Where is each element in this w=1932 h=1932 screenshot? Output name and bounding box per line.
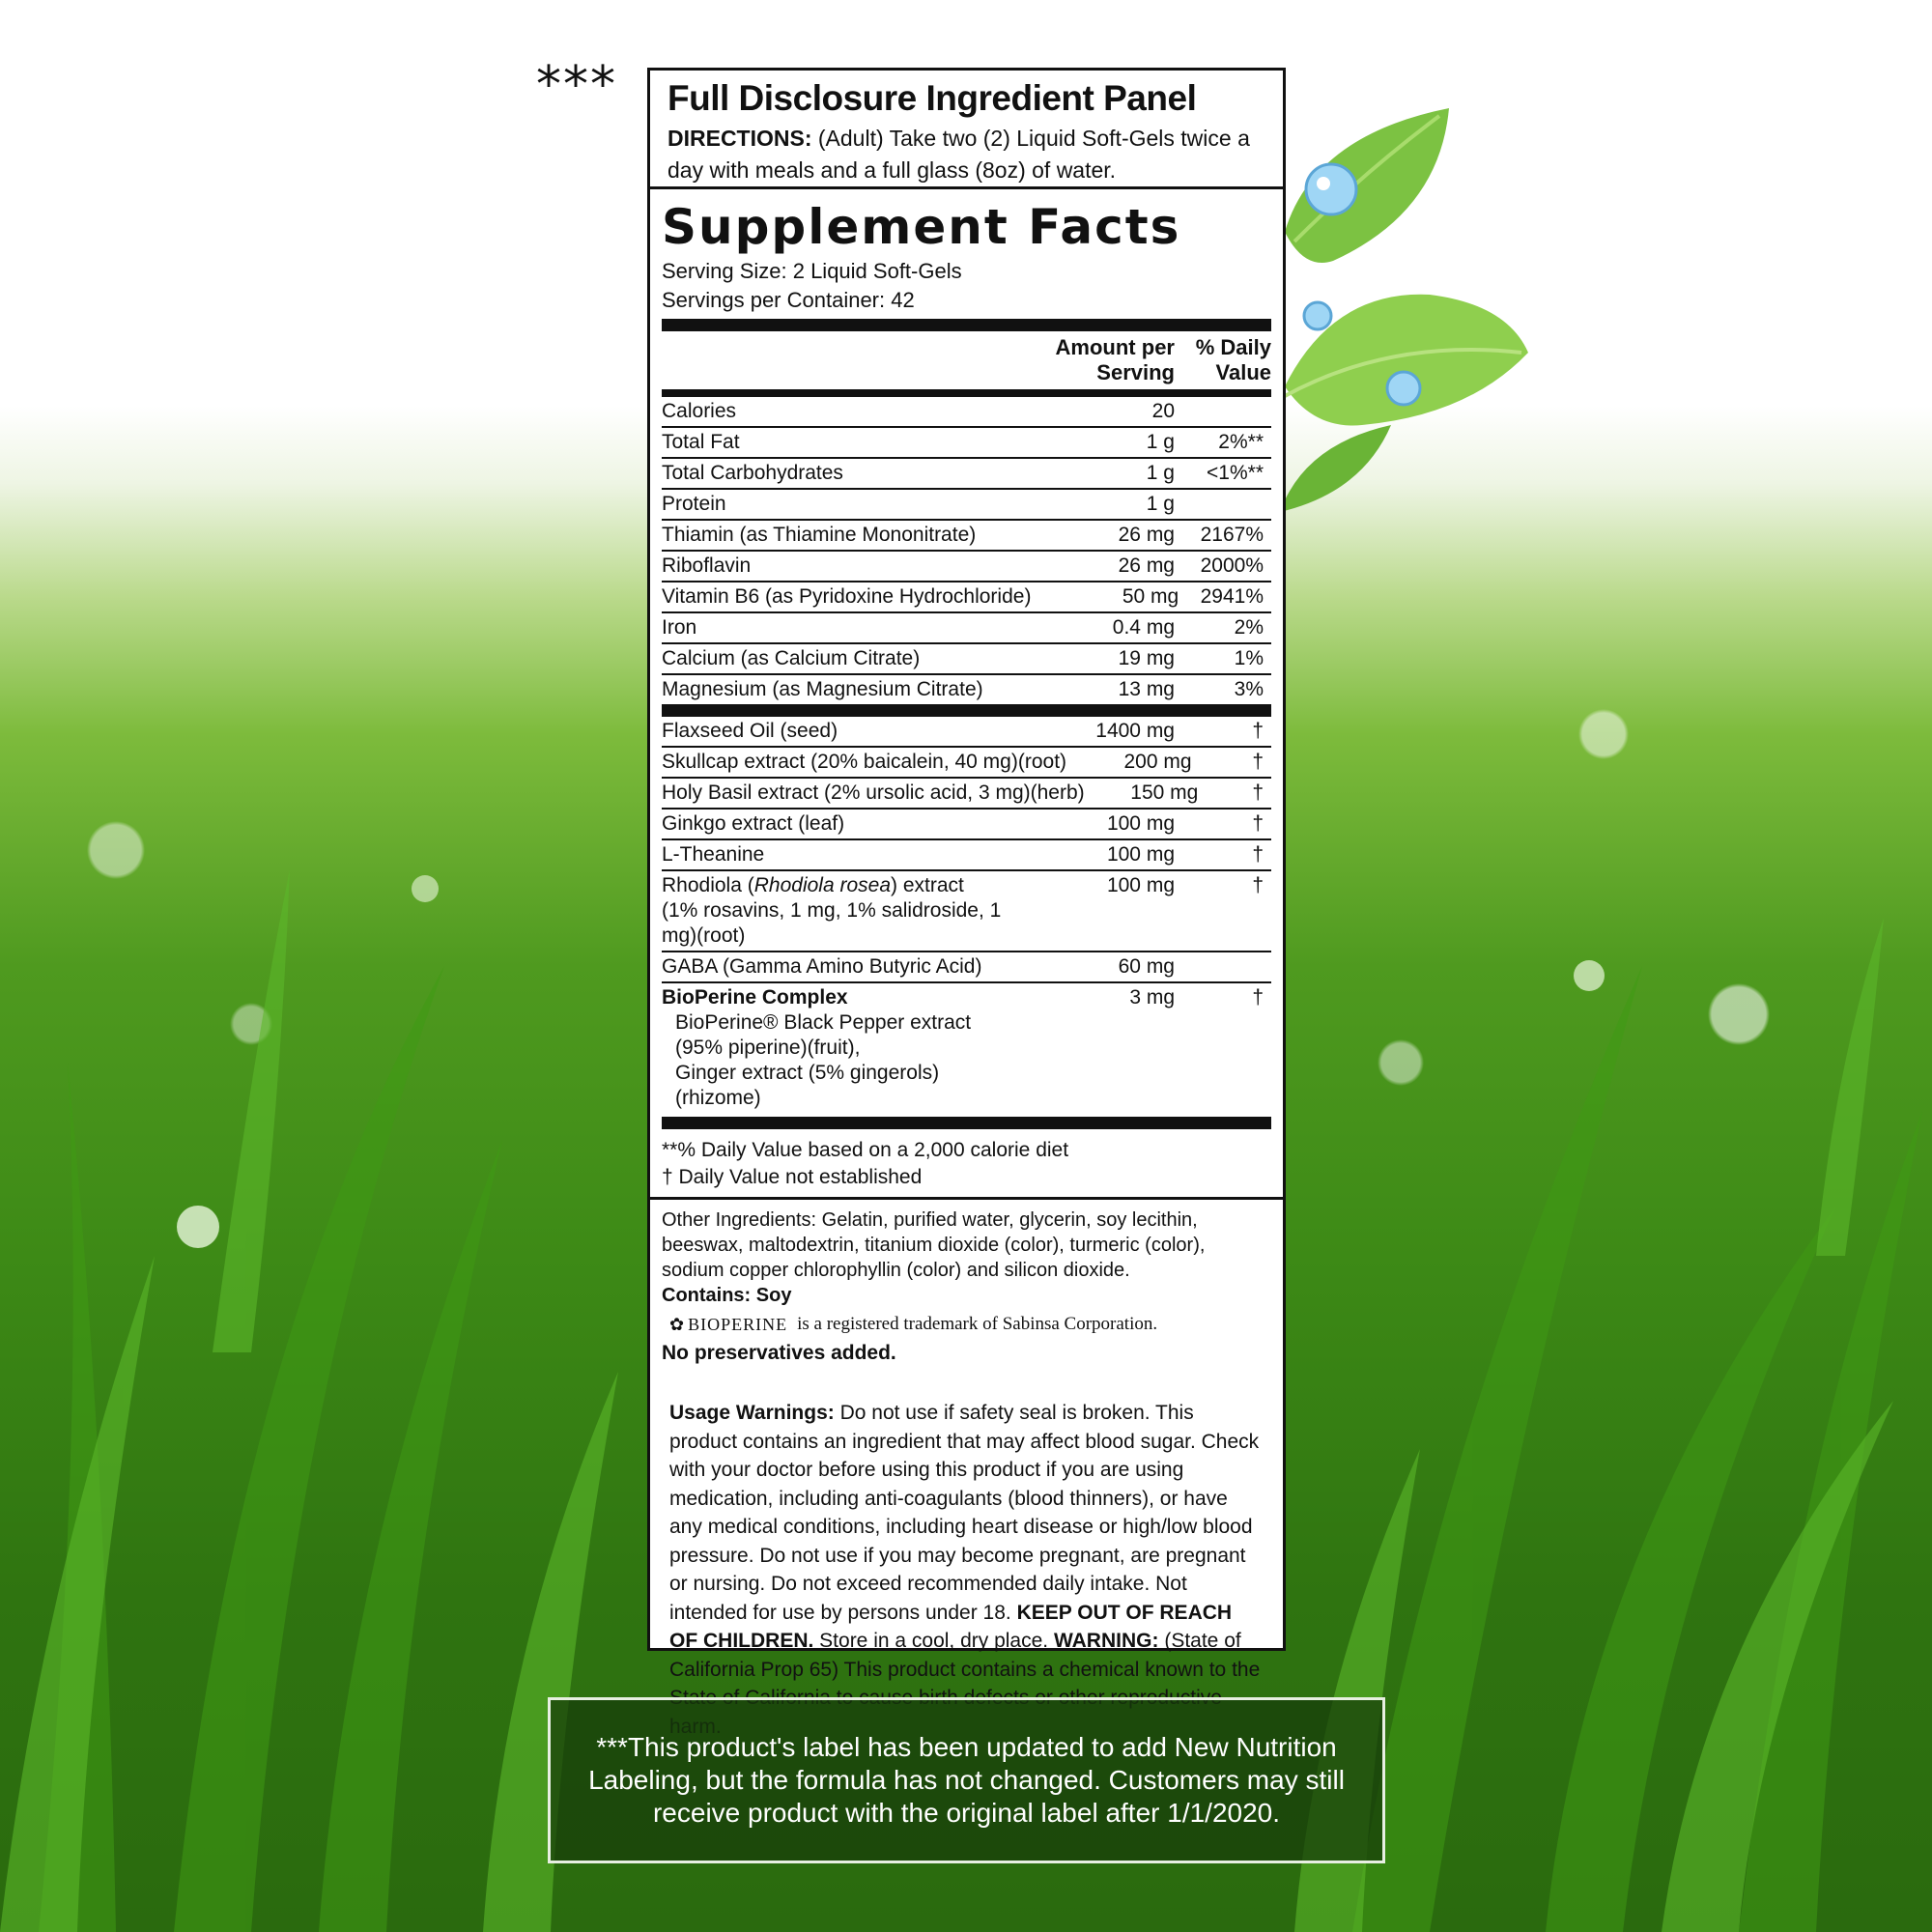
divider-thick (662, 704, 1271, 717)
ingredient-daily-value (1175, 397, 1271, 426)
ingredient-name: Riboflavin (662, 554, 752, 577)
table-row (662, 748, 1271, 779)
ingredient-name: BioPerine Complex BioPerine® Black Pepper extract (95% piperine)(fruit), Ginger extract (5% gingerols)(rhizome) (662, 986, 972, 1109)
ingredient-daily-value: † (1252, 812, 1264, 835)
table-row (662, 428, 1271, 459)
ingredient-daily-value: † (1252, 874, 1264, 896)
ingredient-amount: 3 mg (1129, 986, 1175, 1009)
ingredient-panel (647, 68, 1286, 1681)
bioperine-logo: BIOPERINE (688, 1315, 788, 1334)
no-preservatives: No preservatives added. (662, 1342, 896, 1364)
table-row (662, 490, 1271, 521)
table-row (662, 952, 1271, 983)
ingredient-amount: 50 mg (1122, 585, 1179, 608)
ingredient-amount: 19 mg (1118, 647, 1175, 669)
ingredient-daily-value: † (1252, 751, 1264, 773)
ingredient-name: Vitamin B6 (as Pyridoxine Hydrochloride) (662, 585, 1032, 608)
ingredient-amount: 26 mg (1118, 524, 1175, 546)
table-row (662, 810, 1271, 840)
directions-text: (Adult) Take two (2) Liquid Soft-Gels twice a day with meals and a full glass (8oz) of water. (668, 126, 1250, 183)
leaf-icon: ✿ (669, 1315, 685, 1334)
ingredient-name: Iron (662, 616, 697, 639)
usage-warnings (650, 1366, 1283, 1741)
ingredient-amount: 1 g (1146, 431, 1175, 453)
table-row (662, 717, 1271, 748)
prop65-label: WARNING: (1053, 1630, 1159, 1652)
ingredient-amount: 26 mg (1118, 554, 1175, 577)
divider-mid (662, 389, 1271, 397)
ingredient-name: L-Theanine (662, 843, 765, 866)
supplement-facts-title: Supplement Facts (662, 199, 1181, 255)
ingredient-daily-value: 2167% (1200, 524, 1264, 546)
divider-thick (662, 319, 1271, 331)
botanical-list-gaba (662, 952, 1271, 983)
ingredient-name: Calories (662, 400, 737, 422)
column-headers (662, 331, 1271, 389)
table-row (662, 397, 1271, 428)
other-ingredients-label: Other Ingredients: (662, 1209, 817, 1231)
ingredient-daily-value: 3% (1234, 678, 1264, 700)
ingredient-name: Magnesium (as Magnesium Citrate) (662, 678, 983, 700)
nutrient-list (662, 397, 1271, 704)
table-row (662, 521, 1271, 552)
contains-value: Soy (755, 1285, 792, 1306)
ingredient-name: Flaxseed Oil (seed) (662, 720, 838, 742)
ingredient-daily-value: † (1252, 720, 1264, 742)
ingredient-name: GABA (Gamma Amino Butyric Acid) (662, 955, 982, 978)
ingredient-name: Rhodiola (Rhodiola rosea) extract (1% rosavins, 1 mg, 1% salidroside, 1 mg)(root) (662, 874, 1002, 947)
panel-header (650, 71, 1283, 189)
ingredient-amount: 1400 mg (1095, 720, 1175, 742)
ingredient-daily-value: † (1252, 781, 1264, 804)
servings-per-container: Servings per Container: 42 (662, 288, 915, 312)
ingredient-daily-value: † (1252, 986, 1264, 1009)
table-row (662, 459, 1271, 490)
ingredient-name: Protein (662, 493, 726, 515)
ingredient-amount: 1 g (1146, 462, 1175, 484)
contains-label: Contains: (662, 1285, 752, 1306)
ingredient-daily-value (1175, 490, 1271, 519)
ingredient-amount: 100 mg (1106, 874, 1175, 896)
ingredient-daily-value (1175, 952, 1271, 981)
panel-title: Full Disclosure Ingredient Panel (668, 78, 1197, 118)
warnings-label: Usage Warnings: (669, 1402, 835, 1424)
table-row (662, 840, 1271, 871)
ingredient-name: Thiamin (as Thiamine Mononitrate) (662, 524, 977, 546)
ingredient-name: Total Fat (662, 431, 740, 453)
ingredient-name: Ginkgo extract (leaf) (662, 812, 845, 835)
table-row (662, 675, 1271, 704)
label-update-notice: ***This product's label has been updated to add New Nutrition Labeling, but the formula has not changed. Customers may still receive product with the original label after 1/1/2020. (548, 1697, 1385, 1863)
storage-text: Store in a cool, dry place. (819, 1630, 1049, 1652)
ingredient-daily-value: 2% (1234, 616, 1264, 639)
asterisk-marker: *** (536, 56, 617, 114)
table-row (662, 779, 1271, 810)
ingredient-daily-value: 2%** (1218, 431, 1264, 453)
table-row (662, 644, 1271, 675)
ingredient-daily-value: 2941% (1200, 585, 1264, 608)
ingredient-amount: 100 mg (1106, 843, 1175, 866)
ingredient-name: Skullcap extract (20% baicalein, 40 mg)(root) (662, 751, 1067, 773)
ingredient-name: Holy Basil extract (2% ursolic acid, 3 mg)(herb) (662, 781, 1085, 804)
ingredient-amount: 60 mg (1118, 955, 1175, 978)
ingredient-amount: 13 mg (1118, 678, 1175, 700)
ingredient-daily-value: 1% (1234, 647, 1264, 669)
directions-label: DIRECTIONS: (668, 126, 812, 151)
other-ingredients-text (662, 1208, 1271, 1283)
ingredient-amount: 20 (1151, 400, 1175, 422)
ingredient-amount: 1 g (1146, 493, 1175, 515)
table-row (662, 552, 1271, 582)
ingredient-amount: 150 mg (1130, 781, 1199, 804)
supplement-facts (650, 189, 1283, 1200)
footnotes (650, 1129, 1283, 1200)
amount-header: Amount per Serving (1055, 335, 1175, 384)
daily-value-header: % Daily Value (1195, 335, 1271, 384)
ingredient-daily-value: 2000% (1200, 554, 1264, 577)
ingredient-amount: 200 mg (1123, 751, 1192, 773)
other-ingredients (650, 1200, 1283, 1366)
ingredient-name: Calcium (as Calcium Citrate) (662, 647, 921, 669)
table-row (662, 582, 1271, 613)
leaf-decoration (1275, 97, 1546, 522)
ingredient-daily-value: <1%** (1207, 462, 1264, 484)
warnings-text: Do not use if safety seal is broken. This product contains an ingredient that may affect blood sugar. Check with your doctor before using this product if you are using medication, including anti-coagulants (blood thinners), or have any medical conditions, including heart disease or high/low blood pressure. Do not use if you may become pregnant, are pregnant or nursing. Do not exceed recommended daily intake. Not intended for use by persons under 18. (669, 1402, 1260, 1624)
trademark-line (662, 1312, 1271, 1337)
ingredient-name: Total Carbohydrates (662, 462, 843, 484)
other-ingredients-list: Gelatin, purified water, glycerin, soy lecithin, beeswax, maltodextrin, titanium dioxide (color), turmeric (color), sodium copper chlorophyllin (color) and silicon dioxide. (662, 1209, 1206, 1281)
footnote-daily-value: **% Daily Value based on a 2,000 calorie diet (662, 1139, 1069, 1161)
footnote-not-established: † Daily Value not established (662, 1166, 923, 1188)
ingredient-amount: 0.4 mg (1112, 616, 1175, 639)
ingredient-daily-value: † (1252, 843, 1264, 866)
keep-out-text: KEEP OUT OF REACH OF CHILDREN. (669, 1601, 1233, 1652)
trademark-text: is a registered trademark of Sabinsa Corporation. (797, 1314, 1158, 1334)
directions (668, 123, 1265, 186)
divider-thick (662, 1117, 1271, 1129)
ingredient-amount: 100 mg (1106, 812, 1175, 835)
table-row-bioperine (662, 983, 1271, 1113)
serving-size: Serving Size: 2 Liquid Soft-Gels (662, 259, 962, 283)
table-row-rhodiola (662, 871, 1271, 952)
botanical-list (662, 717, 1271, 871)
prop65-text: (State of California Prop 65) This product contains a chemical known to the (669, 1630, 1261, 1681)
contains (662, 1283, 1271, 1308)
table-row (662, 613, 1271, 644)
